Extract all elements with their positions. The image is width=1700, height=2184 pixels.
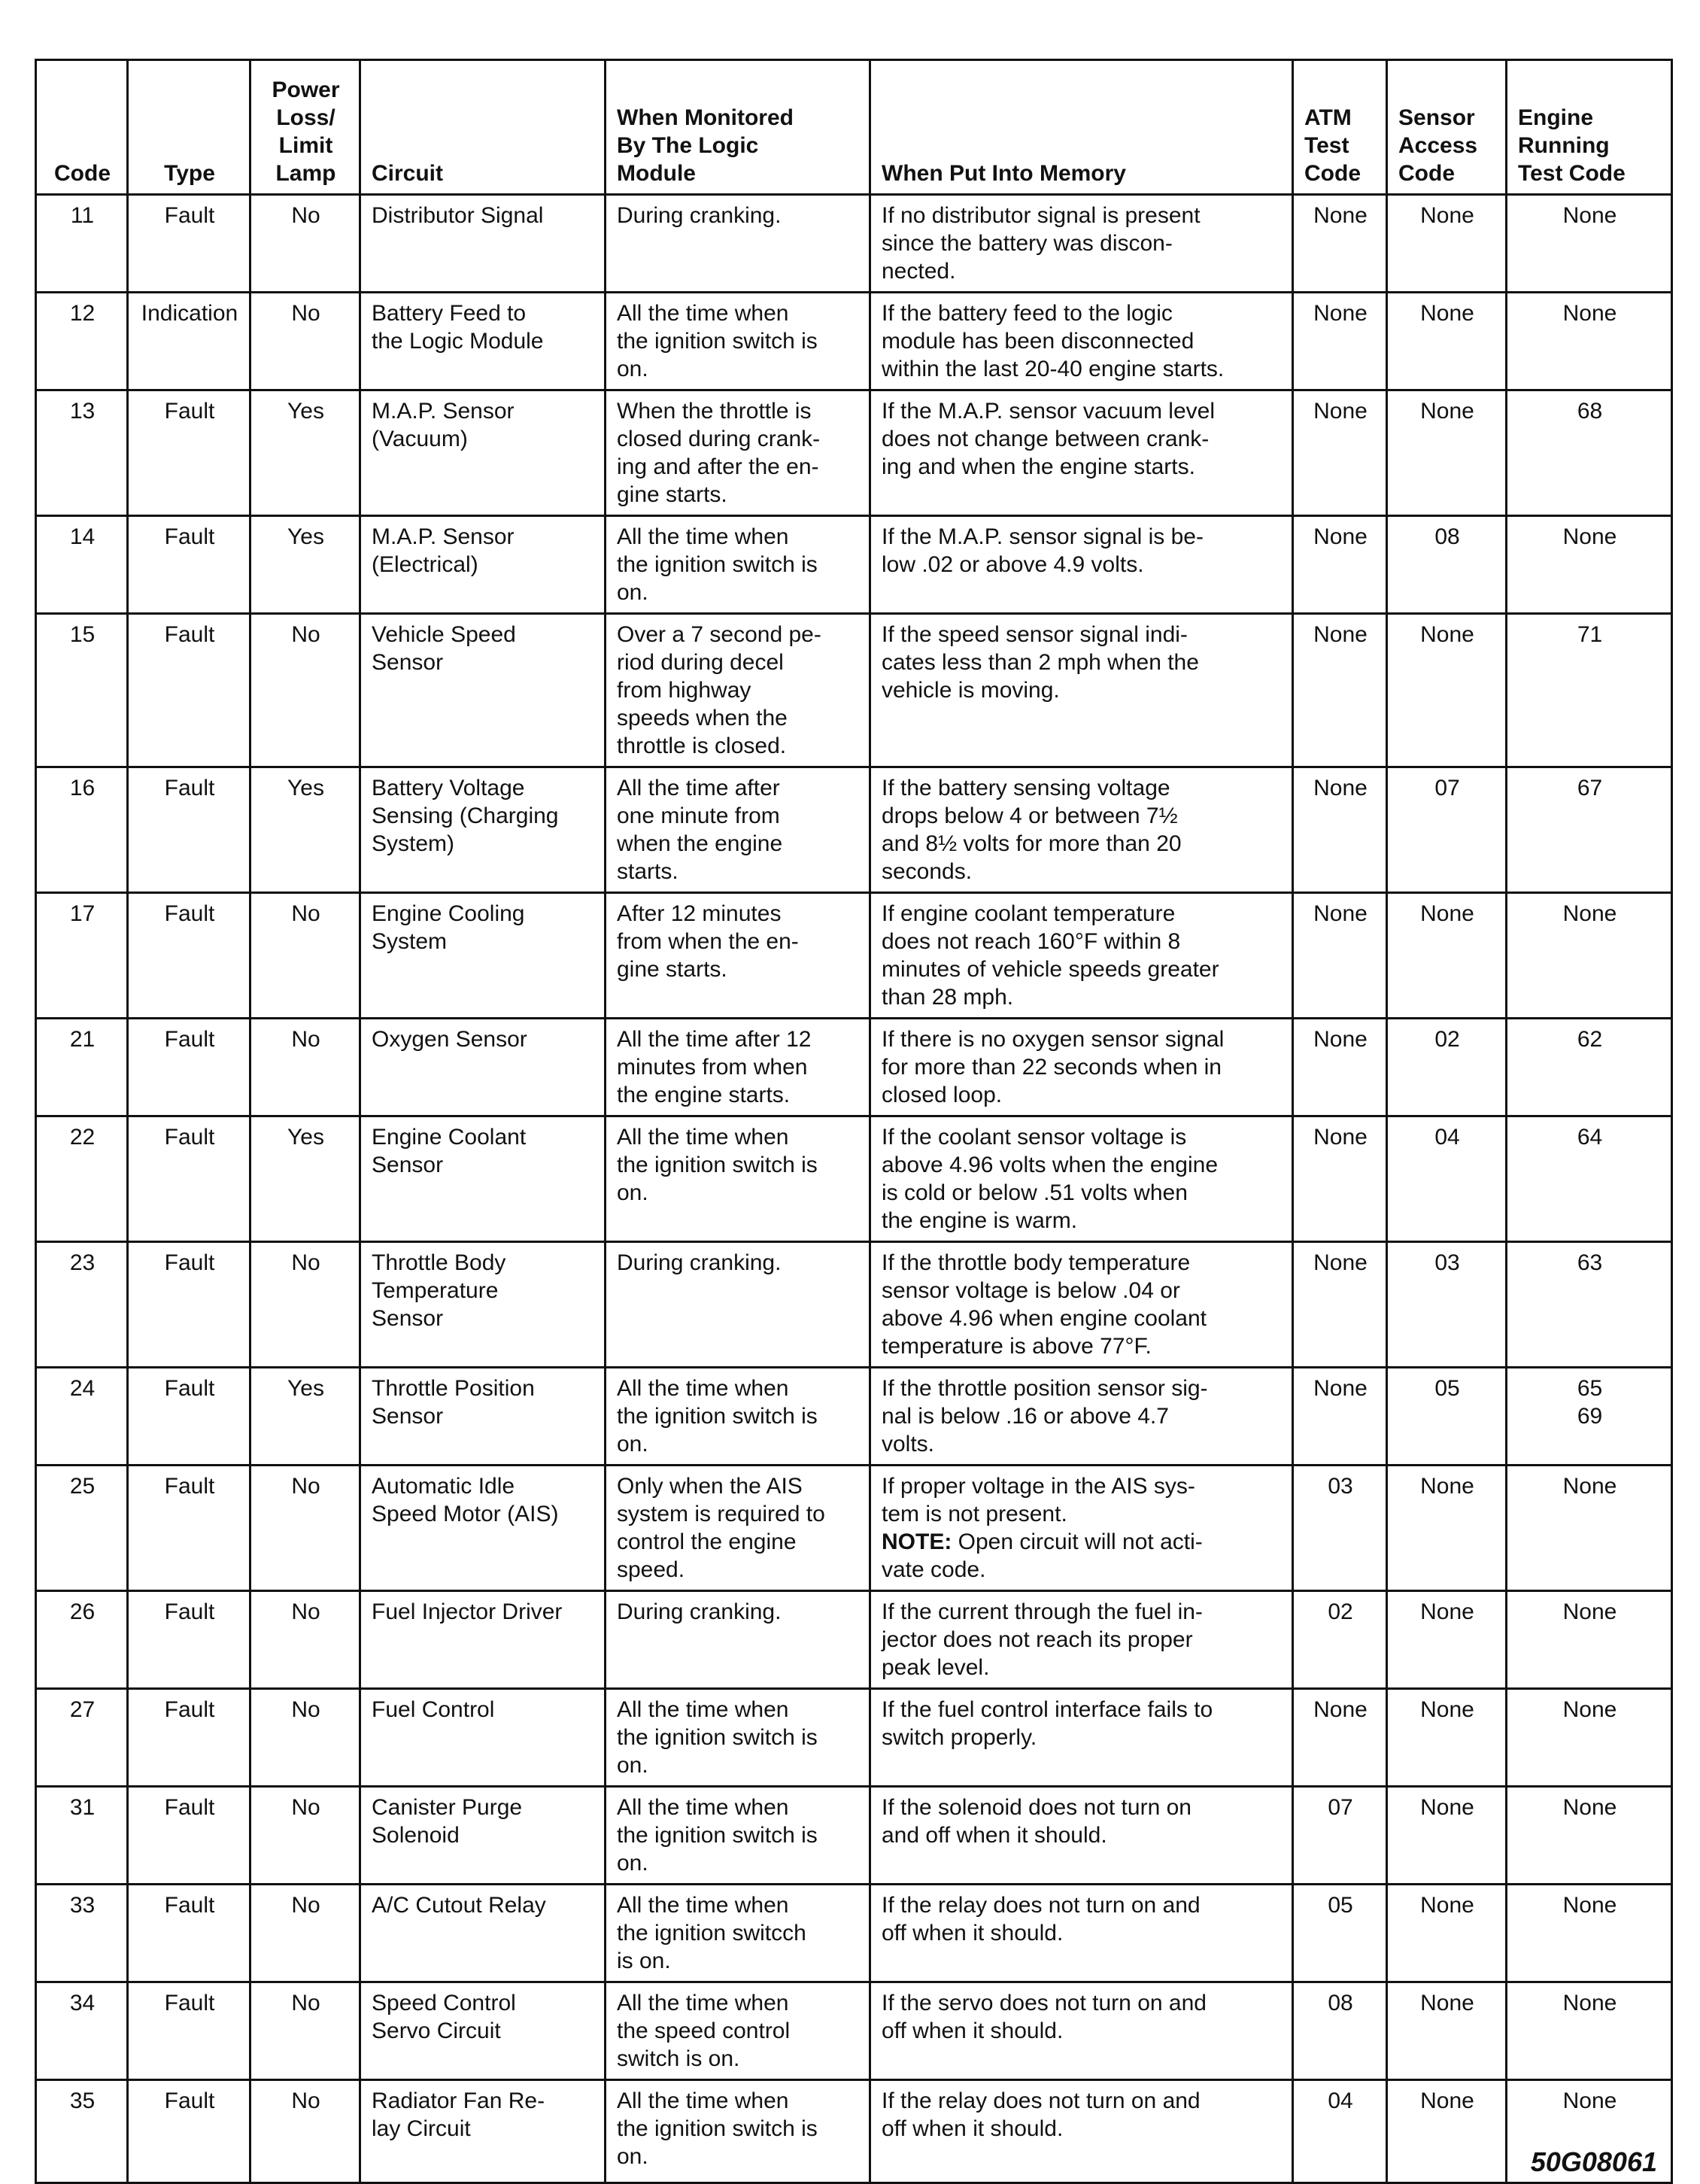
cell-code: 22 bbox=[36, 1116, 128, 1242]
cell-atm: None bbox=[1293, 893, 1387, 1019]
cell-monitored: Over a 7 second pe- riod during decel from highway speeds when the throttle is closed. bbox=[606, 614, 870, 767]
cell-monitored: During cranking. bbox=[606, 1242, 870, 1368]
cell-monitored: All the time after one minute from when the engine starts. bbox=[606, 767, 870, 893]
cell-monitored: Only when the AIS system is required to control the engine speed. bbox=[606, 1466, 870, 1591]
table-row bbox=[36, 390, 1672, 516]
cell-code: 13 bbox=[36, 390, 128, 516]
cell-circuit: Automatic Idle Speed Motor (AIS) bbox=[360, 1466, 606, 1591]
cell-memory: If the relay does not turn on and off when it should. bbox=[870, 2080, 1293, 2183]
cell-atm: None bbox=[1293, 516, 1387, 614]
cell-code: 35 bbox=[36, 2080, 128, 2183]
cell-circuit: Throttle Position Sensor bbox=[360, 1368, 606, 1466]
cell-type: Fault bbox=[128, 2080, 250, 2183]
cell-circuit: Engine Coolant Sensor bbox=[360, 1116, 606, 1242]
cell-monitored: During cranking. bbox=[606, 1591, 870, 1689]
cell-code: 11 bbox=[36, 195, 128, 293]
table-row bbox=[36, 1885, 1672, 1982]
cell-code: 17 bbox=[36, 893, 128, 1019]
cell-engine: None bbox=[1507, 1982, 1672, 2080]
cell-sensor: None bbox=[1387, 390, 1507, 516]
cell-sensor: None bbox=[1387, 1885, 1507, 1982]
cell-engine: None bbox=[1507, 1591, 1672, 1689]
cell-lamp: No bbox=[250, 1466, 360, 1591]
table-row bbox=[36, 1466, 1672, 1591]
table-row bbox=[36, 1242, 1672, 1368]
table-row bbox=[36, 293, 1672, 390]
cell-atm: None bbox=[1293, 1019, 1387, 1116]
cell-circuit: Oxygen Sensor bbox=[360, 1019, 606, 1116]
table-row bbox=[36, 1019, 1672, 1116]
cell-lamp: Yes bbox=[250, 1116, 360, 1242]
table-row bbox=[36, 1787, 1672, 1885]
cell-code: 34 bbox=[36, 1982, 128, 2080]
cell-lamp: No bbox=[250, 1019, 360, 1116]
cell-code: 33 bbox=[36, 1885, 128, 1982]
cell-type: Fault bbox=[128, 1116, 250, 1242]
cell-circuit: Fuel Control bbox=[360, 1689, 606, 1787]
figure-id: 50G08061 bbox=[1528, 2146, 1660, 2177]
cell-lamp: No bbox=[250, 1787, 360, 1885]
table-row bbox=[36, 767, 1672, 893]
cell-memory: If the battery feed to the logic module has been disconnected within the last 20-40 engine starts. bbox=[870, 293, 1293, 390]
cell-lamp: No bbox=[250, 1982, 360, 2080]
cell-lamp: Yes bbox=[250, 767, 360, 893]
cell-memory: If the M.A.P. sensor vacuum level does not change between crank- ing and when the engine starts. bbox=[870, 390, 1293, 516]
cell-monitored: All the time when the ignition switch is on. bbox=[606, 516, 870, 614]
cell-memory bbox=[870, 1466, 1293, 1591]
cell-sensor: 05 bbox=[1387, 1368, 1507, 1466]
cell-type: Fault bbox=[128, 516, 250, 614]
cell-monitored: All the time when the speed control switch is on. bbox=[606, 1982, 870, 2080]
note-text: Open circuit will not acti- vate code. bbox=[882, 1529, 1203, 1582]
table-row bbox=[36, 1116, 1672, 1242]
cell-engine: 62 bbox=[1507, 1019, 1672, 1116]
cell-engine: 68 bbox=[1507, 390, 1672, 516]
cell-code: 26 bbox=[36, 1591, 128, 1689]
cell-code: 23 bbox=[36, 1242, 128, 1368]
table-row bbox=[36, 516, 1672, 614]
cell-memory: If the battery sensing voltage drops below 4 or between 7½ and 8½ volts for more than 20 seconds. bbox=[870, 767, 1293, 893]
cell-memory: If no distributor signal is present since the battery was discon- nected. bbox=[870, 195, 1293, 293]
table-row bbox=[36, 2080, 1672, 2183]
cell-circuit: Radiator Fan Re- lay Circuit bbox=[360, 2080, 606, 2183]
header-code: Code bbox=[36, 60, 128, 195]
cell-code: 24 bbox=[36, 1368, 128, 1466]
cell-engine: None bbox=[1507, 195, 1672, 293]
cell-engine: None bbox=[1507, 1787, 1672, 1885]
header-atm: ATM Test Code bbox=[1293, 60, 1387, 195]
cell-sensor: None bbox=[1387, 2080, 1507, 2183]
cell-type: Fault bbox=[128, 893, 250, 1019]
table-row bbox=[36, 195, 1672, 293]
table-row bbox=[36, 1591, 1672, 1689]
cell-type: Fault bbox=[128, 1885, 250, 1982]
header-type: Type bbox=[128, 60, 250, 195]
cell-code: 15 bbox=[36, 614, 128, 767]
cell-sensor: 07 bbox=[1387, 767, 1507, 893]
cell-atm: None bbox=[1293, 1116, 1387, 1242]
cell-lamp: No bbox=[250, 1591, 360, 1689]
cell-engine: 65 69 bbox=[1507, 1368, 1672, 1466]
cell-atm: 07 bbox=[1293, 1787, 1387, 1885]
engine-code-value: None bbox=[1562, 2088, 1617, 2113]
cell-code: 21 bbox=[36, 1019, 128, 1116]
diagnostic-code-table bbox=[35, 59, 1673, 2184]
cell-engine: None bbox=[1507, 893, 1672, 1019]
cell-monitored: During cranking. bbox=[606, 195, 870, 293]
cell-memory: If the M.A.P. sensor signal is be- low .02 or above 4.9 volts. bbox=[870, 516, 1293, 614]
cell-lamp: No bbox=[250, 893, 360, 1019]
cell-type: Fault bbox=[128, 1787, 250, 1885]
cell-code: 27 bbox=[36, 1689, 128, 1787]
header-row bbox=[36, 60, 1672, 195]
cell-code: 14 bbox=[36, 516, 128, 614]
cell-engine bbox=[1507, 2080, 1672, 2183]
cell-atm: None bbox=[1293, 390, 1387, 516]
cell-code: 12 bbox=[36, 293, 128, 390]
cell-sensor: None bbox=[1387, 1787, 1507, 1885]
cell-atm: None bbox=[1293, 767, 1387, 893]
cell-circuit: Vehicle Speed Sensor bbox=[360, 614, 606, 767]
cell-circuit: A/C Cutout Relay bbox=[360, 1885, 606, 1982]
cell-sensor: None bbox=[1387, 1591, 1507, 1689]
cell-lamp: No bbox=[250, 2080, 360, 2183]
table-row bbox=[36, 614, 1672, 767]
cell-monitored: After 12 minutes from when the en- gine starts. bbox=[606, 893, 870, 1019]
cell-circuit: M.A.P. Sensor (Electrical) bbox=[360, 516, 606, 614]
cell-engine: 64 bbox=[1507, 1116, 1672, 1242]
cell-type: Fault bbox=[128, 195, 250, 293]
cell-atm: None bbox=[1293, 1368, 1387, 1466]
cell-monitored: All the time when the ignition switch is on. bbox=[606, 1116, 870, 1242]
cell-engine: 71 bbox=[1507, 614, 1672, 767]
cell-memory: If there is no oxygen sensor signal for more than 22 seconds when in closed loop. bbox=[870, 1019, 1293, 1116]
cell-atm: None bbox=[1293, 1242, 1387, 1368]
cell-monitored: All the time when the ignition switch is on. bbox=[606, 1368, 870, 1466]
cell-circuit: Engine Cooling System bbox=[360, 893, 606, 1019]
cell-sensor: 04 bbox=[1387, 1116, 1507, 1242]
cell-lamp: No bbox=[250, 614, 360, 767]
cell-atm: None bbox=[1293, 1689, 1387, 1787]
cell-circuit: Battery Voltage Sensing (Charging System) bbox=[360, 767, 606, 893]
cell-memory: If the coolant sensor voltage is above 4.96 volts when the engine is cold or below .51 volts when the engine is warm. bbox=[870, 1116, 1293, 1242]
cell-sensor: None bbox=[1387, 195, 1507, 293]
cell-type: Fault bbox=[128, 1368, 250, 1466]
cell-engine: None bbox=[1507, 1466, 1672, 1591]
cell-lamp: No bbox=[250, 1689, 360, 1787]
cell-lamp: No bbox=[250, 293, 360, 390]
cell-monitored: When the throttle is closed during crank- ing and after the en- gine starts. bbox=[606, 390, 870, 516]
cell-memory: If the servo does not turn on and off when it should. bbox=[870, 1982, 1293, 2080]
cell-atm: 05 bbox=[1293, 1885, 1387, 1982]
cell-circuit: M.A.P. Sensor (Vacuum) bbox=[360, 390, 606, 516]
header-sensor: Sensor Access Code bbox=[1387, 60, 1507, 195]
cell-type: Indication bbox=[128, 293, 250, 390]
cell-sensor: 03 bbox=[1387, 1242, 1507, 1368]
cell-circuit: Distributor Signal bbox=[360, 195, 606, 293]
cell-lamp: Yes bbox=[250, 516, 360, 614]
cell-code: 16 bbox=[36, 767, 128, 893]
cell-type: Fault bbox=[128, 767, 250, 893]
cell-code: 31 bbox=[36, 1787, 128, 1885]
cell-circuit: Canister Purge Solenoid bbox=[360, 1787, 606, 1885]
cell-engine: None bbox=[1507, 293, 1672, 390]
note-label: NOTE: bbox=[882, 1529, 952, 1554]
cell-circuit: Fuel Injector Driver bbox=[360, 1591, 606, 1689]
header-monitored: When Monitored By The Logic Module bbox=[606, 60, 870, 195]
cell-monitored: All the time when the ignition switch is on. bbox=[606, 2080, 870, 2183]
cell-lamp: No bbox=[250, 1885, 360, 1982]
cell-type: Fault bbox=[128, 1019, 250, 1116]
cell-engine: None bbox=[1507, 516, 1672, 614]
cell-atm: 02 bbox=[1293, 1591, 1387, 1689]
cell-lamp: No bbox=[250, 195, 360, 293]
cell-sensor: None bbox=[1387, 1689, 1507, 1787]
header-circuit: Circuit bbox=[360, 60, 606, 195]
cell-engine: 67 bbox=[1507, 767, 1672, 893]
table-row bbox=[36, 893, 1672, 1019]
cell-engine: 63 bbox=[1507, 1242, 1672, 1368]
cell-memory: If the throttle position sensor sig- nal is below .16 or above 4.7 volts. bbox=[870, 1368, 1293, 1466]
cell-type: Fault bbox=[128, 614, 250, 767]
cell-memory: If the fuel control interface fails to switch properly. bbox=[870, 1689, 1293, 1787]
cell-type: Fault bbox=[128, 390, 250, 516]
cell-atm: None bbox=[1293, 195, 1387, 293]
cell-sensor: None bbox=[1387, 1466, 1507, 1591]
cell-monitored: All the time when the ignition switcch is on. bbox=[606, 1885, 870, 1982]
cell-monitored: All the time when the ignition switch is on. bbox=[606, 293, 870, 390]
cell-monitored: All the time when the ignition switch is on. bbox=[606, 1787, 870, 1885]
cell-sensor: None bbox=[1387, 1982, 1507, 2080]
cell-atm: None bbox=[1293, 293, 1387, 390]
cell-lamp: Yes bbox=[250, 1368, 360, 1466]
cell-code: 25 bbox=[36, 1466, 128, 1591]
cell-memory: If the current through the fuel in- jector does not reach its proper peak level. bbox=[870, 1591, 1293, 1689]
cell-sensor: None bbox=[1387, 893, 1507, 1019]
header-lamp: Power Loss/ Limit Lamp bbox=[250, 60, 360, 195]
cell-type: Fault bbox=[128, 1689, 250, 1787]
cell-monitored: All the time after 12 minutes from when the engine starts. bbox=[606, 1019, 870, 1116]
header-engine: Engine Running Test Code bbox=[1507, 60, 1672, 195]
cell-circuit: Throttle Body Temperature Sensor bbox=[360, 1242, 606, 1368]
table-row bbox=[36, 1982, 1672, 2080]
cell-type: Fault bbox=[128, 1982, 250, 2080]
diagnostic-code-table-sheet bbox=[35, 59, 1671, 2184]
header-memory: When Put Into Memory bbox=[870, 60, 1293, 195]
table-row bbox=[36, 1689, 1672, 1787]
cell-memory: If engine coolant temperature does not reach 160°F within 8 minutes of vehicle speeds greater than 28 mph. bbox=[870, 893, 1293, 1019]
cell-sensor: None bbox=[1387, 293, 1507, 390]
cell-lamp: Yes bbox=[250, 390, 360, 516]
cell-atm: 03 bbox=[1293, 1466, 1387, 1591]
memory-text: If proper voltage in the AIS sys- tem is not present. bbox=[882, 1474, 1195, 1526]
cell-circuit: Speed Control Servo Circuit bbox=[360, 1982, 606, 2080]
cell-memory: If the throttle body temperature sensor voltage is below .04 or above 4.96 when engine coolant temperature is above 77°F. bbox=[870, 1242, 1293, 1368]
table-row bbox=[36, 1368, 1672, 1466]
cell-atm: None bbox=[1293, 614, 1387, 767]
cell-memory: If the solenoid does not turn on and off when it should. bbox=[870, 1787, 1293, 1885]
cell-sensor: 02 bbox=[1387, 1019, 1507, 1116]
cell-engine: None bbox=[1507, 1885, 1672, 1982]
cell-type: Fault bbox=[128, 1242, 250, 1368]
cell-memory: If the speed sensor signal indi- cates less than 2 mph when the vehicle is moving. bbox=[870, 614, 1293, 767]
cell-sensor: None bbox=[1387, 614, 1507, 767]
cell-atm: 08 bbox=[1293, 1982, 1387, 2080]
cell-circuit: Battery Feed to the Logic Module bbox=[360, 293, 606, 390]
cell-memory: If the relay does not turn on and off when it should. bbox=[870, 1885, 1293, 1982]
cell-lamp: No bbox=[250, 1242, 360, 1368]
cell-type: Fault bbox=[128, 1591, 250, 1689]
cell-atm: 04 bbox=[1293, 2080, 1387, 2183]
cell-type: Fault bbox=[128, 1466, 250, 1591]
cell-monitored: All the time when the ignition switch is on. bbox=[606, 1689, 870, 1787]
cell-engine: None bbox=[1507, 1689, 1672, 1787]
cell-sensor: 08 bbox=[1387, 516, 1507, 614]
